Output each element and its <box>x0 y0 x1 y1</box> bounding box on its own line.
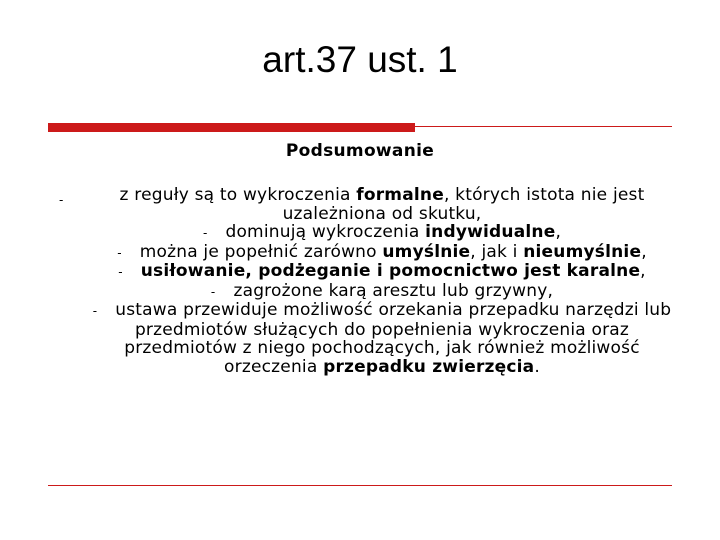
bullet-dash-3: - <box>117 245 122 260</box>
slide-subtitle: Podsumowanie <box>285 141 435 161</box>
item3-text-pre: można je popełnić zarówno <box>139 241 383 262</box>
item5-text: zagrożone karą aresztu lub grzywny, <box>233 280 554 301</box>
bullet-dash-4: - <box>118 265 123 279</box>
list-item-formalne <box>82 186 682 223</box>
item6-text-post: . <box>534 356 540 377</box>
item1-text-post: , których istota nie jest uzależniona od skutku, <box>282 185 645 224</box>
list-item-usilowanie <box>82 262 682 282</box>
bullet-dash-2: - <box>202 226 208 240</box>
item3-text-bold2: nieumyślnie <box>523 241 642 262</box>
item2-text-post: , <box>555 222 562 242</box>
item6-text-bold: przepadku zwierzęcia <box>323 356 535 377</box>
bullet-dash-5: - <box>210 284 216 299</box>
list-item-umyslnie <box>82 243 682 263</box>
bullet-dash-6: - <box>92 304 98 318</box>
footer-rule <box>48 485 672 486</box>
item1-text-bold: formalne <box>356 185 444 205</box>
item1-text-pre: z reguły są to wykroczenia <box>119 185 357 205</box>
item2-text-bold: indywidualne <box>425 222 556 242</box>
item4-text-bold: usiłowanie, podżeganie i pomocnictwo jest karalne <box>140 261 641 281</box>
item6-text-pre: ustawa przewiduje możliwość orzekania przepadku narzędzi lub przedmiotów służących do popełnienia wykroczenia oraz przedmiotów z niego pochodzących, jak również możliwość orzeczenia <box>115 300 672 377</box>
bullet-dash-1: - <box>59 193 64 207</box>
list-item-indywidualne <box>82 223 682 243</box>
item2-text-pre: dominują wykroczenia <box>225 222 426 242</box>
list-item-zagrozone <box>82 282 682 302</box>
slide-body <box>82 186 682 376</box>
item3-text-mid: , jak i <box>470 241 524 262</box>
item3-text-post: , <box>641 241 647 262</box>
title-underline-thick <box>48 123 415 132</box>
item3-text-bold1: umyślnie <box>382 241 471 262</box>
list-item-przepadek <box>82 301 682 376</box>
title-underline-thin <box>415 126 672 127</box>
item4-text-post: , <box>640 261 646 281</box>
slide-title: art.37 ust. 1 <box>262 39 458 80</box>
